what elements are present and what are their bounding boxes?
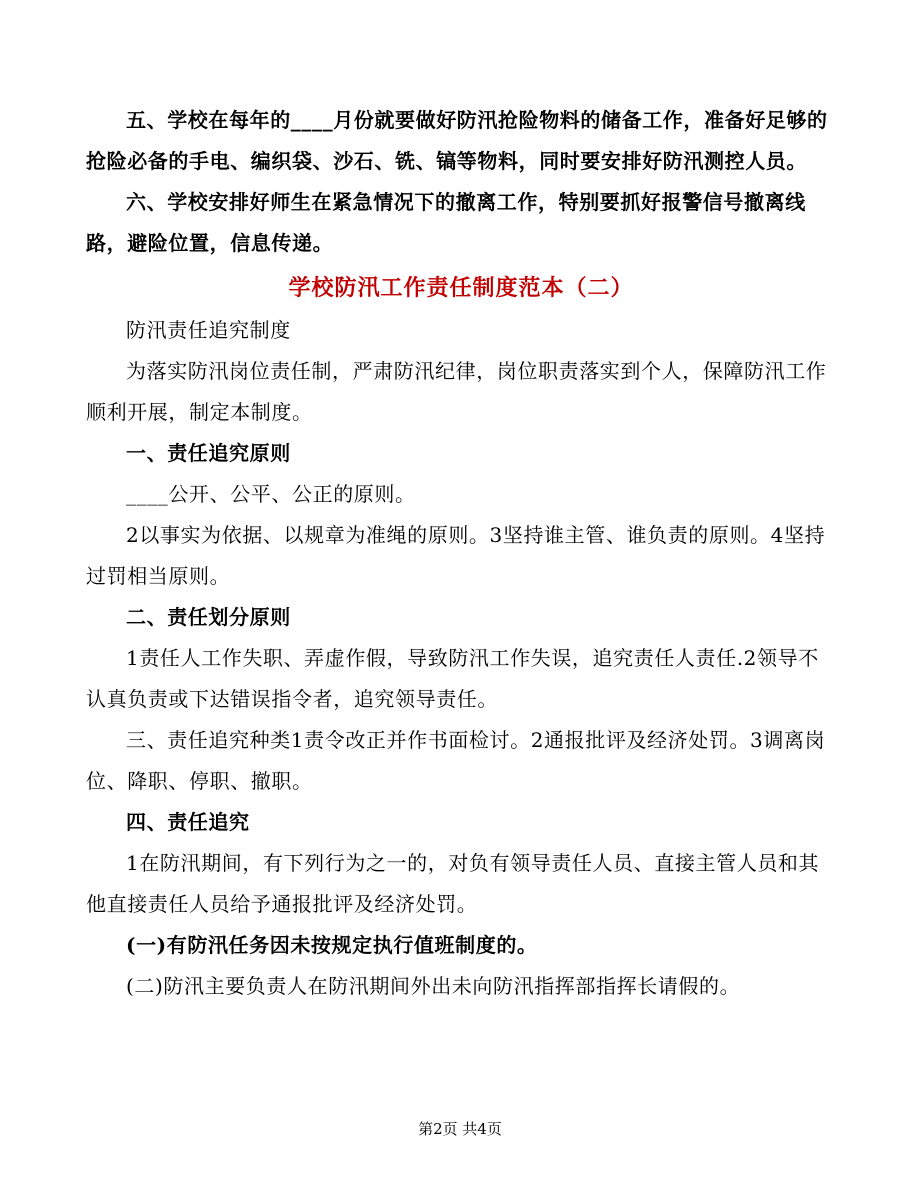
paragraph: 1责任人工作失职、弄虚作假，导致防汛工作失误，追究责任人责任.2领导不认真负责或下达错误指令者，追究领导责任。: [86, 646, 819, 711]
top-paragraphs: [86, 100, 836, 264]
paragraph: 六、学校安排好师生在紧急情况下的撤离工作，特别要抓好报警信号撤离线路，避险位置，信息传递。: [86, 190, 806, 255]
body-paragraphs: [86, 310, 836, 1007]
paragraph: (二)防汛主要负责人在防汛期间外出未向防汛指挥部指挥长请假的。: [126, 974, 741, 998]
paragraph: 为落实防汛岗位责任制，严肃防汛纪律，岗位职责落实到个人，保障防汛工作顺利开展，制定本制度。: [86, 359, 827, 424]
paragraph: 防汛责任追究制度: [126, 318, 291, 342]
paragraph: 五、学校在每年的____月份就要做好防汛抢险物料的储备工作，准备好足够的抢险必备的手电、编织袋、沙石、铣、镐等物料，同时要安排好防汛测控人员。: [86, 108, 828, 173]
heading-paragraph: 二、责任划分原则: [126, 605, 291, 629]
heading-paragraph: 一、责任追究原则: [126, 441, 291, 465]
heading-paragraph: (一)有防汛任务因未按规定执行值班制度的。: [126, 933, 538, 957]
page-footer: 第2页 共4页: [418, 1120, 502, 1138]
paragraph: 三、责任追究种类1责令改正并作书面检讨。2通报批评及经济处罚。3调离岗位、降职、停职、撤职。: [86, 728, 826, 793]
heading-paragraph: 四、责任追究: [126, 810, 250, 834]
section-title: 学校防汛工作责任制度范本（二）: [288, 275, 634, 301]
paragraph: 2以事实为依据、以规章为准绳的原则。3坚持谁主管、谁负责的原则。4坚持过罚相当原则。: [86, 523, 826, 588]
document-page: [86, 100, 836, 1007]
paragraph: ____公开、公平、公正的原则。: [126, 482, 416, 506]
paragraph: 1在防汛期间，有下列行为之一的，对负有领导责任人员、直接主管人员和其他直接责任人员给予通报批评及经济处罚。: [86, 851, 820, 916]
